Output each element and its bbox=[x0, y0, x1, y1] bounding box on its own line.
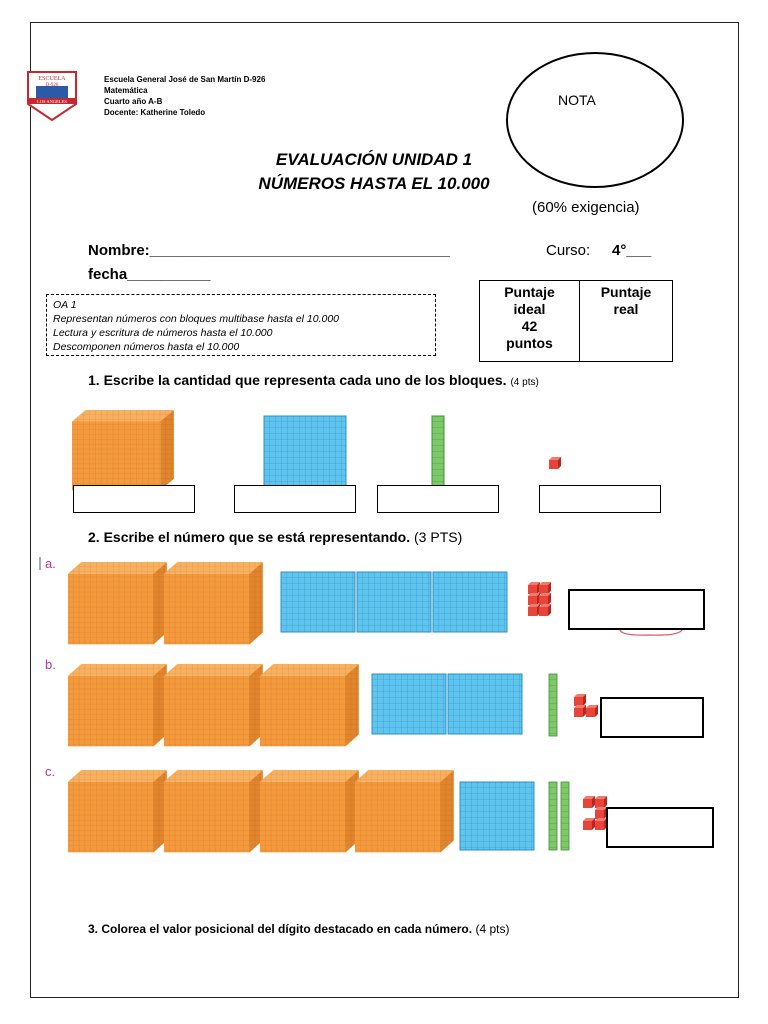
question-3-text: 3. Colorea el valor posicional del dígito destacado en cada número. bbox=[88, 922, 473, 936]
objective-item: Descomponen números hasta el 10.000 bbox=[53, 341, 240, 353]
date-field[interactable]: fecha__________ bbox=[88, 266, 211, 283]
question-2-text: 2. Escribe el número que se está representando. bbox=[88, 529, 411, 545]
real-score-label: real bbox=[613, 301, 639, 317]
q2c-answer-box[interactable] bbox=[606, 807, 714, 848]
q2c-unit-cubes bbox=[583, 796, 607, 830]
q1-ten-rod bbox=[432, 416, 444, 486]
course-field[interactable]: 4°___ bbox=[612, 242, 652, 259]
objective-code: OA 1 bbox=[53, 299, 77, 311]
q2b-thousand-cube bbox=[164, 664, 263, 746]
grade-label: NOTA bbox=[558, 92, 596, 108]
logo-text-2: D-926 bbox=[45, 83, 59, 88]
q2b-answer-box[interactable] bbox=[600, 697, 704, 738]
question-2 bbox=[88, 529, 462, 545]
q2c-thousand-cube bbox=[68, 770, 167, 852]
q1-answer-box-4[interactable] bbox=[539, 485, 661, 513]
title-line-1: EVALUACIÓN UNIDAD 1 bbox=[275, 150, 473, 169]
question-1-text: 1. Escribe la cantidad que representa cada uno de los bloques. bbox=[88, 372, 507, 388]
subject: Matemática bbox=[104, 86, 148, 95]
q2b-thousand-cube bbox=[68, 664, 167, 746]
q2b-hundred-flat bbox=[372, 674, 446, 734]
logo-text-1: ESCUELA bbox=[38, 76, 66, 82]
q1-answer-box-2[interactable] bbox=[234, 485, 356, 513]
course: Cuarto año A-B bbox=[104, 97, 163, 106]
ideal-score-value: 42 bbox=[521, 318, 538, 334]
q1-hundred-flat bbox=[264, 416, 346, 486]
teacher: Docente: Katherine Toledo bbox=[104, 108, 206, 117]
item-c-label: c. bbox=[45, 764, 56, 779]
logo-text-3: LOS ANGELES bbox=[37, 99, 67, 104]
q2b-hundred-flat bbox=[448, 674, 522, 734]
q2a-thousand-cube bbox=[164, 562, 263, 644]
q2b-ten-rod bbox=[549, 674, 557, 736]
q2a-thousand-cube bbox=[68, 562, 167, 644]
q2a-answer-box[interactable] bbox=[568, 589, 705, 630]
q1-answer-box-3[interactable] bbox=[377, 485, 499, 513]
course-label: Curso: bbox=[546, 242, 591, 259]
q2c-ten-rods bbox=[549, 782, 569, 850]
q1-thousand-cube bbox=[72, 410, 174, 490]
name-field[interactable]: Nombre:____________________________________ bbox=[88, 242, 450, 259]
ideal-score-label: Puntaje bbox=[504, 284, 555, 300]
decorative-mark bbox=[620, 630, 682, 635]
real-score-label: Puntaje bbox=[600, 284, 652, 300]
q2c-thousand-cube bbox=[260, 770, 359, 852]
q2a-hundred-flat bbox=[281, 572, 355, 632]
question-2-points: (3 PTS) bbox=[414, 529, 463, 545]
q2b-thousand-cube bbox=[260, 664, 359, 746]
q2b-unit-cubes bbox=[574, 694, 598, 717]
question-3 bbox=[88, 922, 509, 936]
q2c-thousand-cube bbox=[164, 770, 263, 852]
q1-unit-cube bbox=[549, 457, 561, 469]
question-1-points: (4 pts) bbox=[510, 377, 539, 388]
title-line-2: NÚMEROS HASTA EL 10.000 bbox=[258, 174, 490, 193]
q1-answer-box-1[interactable] bbox=[73, 485, 195, 513]
question-3-points: (4 pts) bbox=[475, 922, 510, 936]
item-b-label: b. bbox=[45, 657, 56, 672]
q2a-unit-cubes bbox=[528, 582, 551, 616]
q2a-hundred-flat bbox=[433, 572, 507, 632]
objective-item: Representan números con bloques multibase hasta el 10.000 bbox=[53, 313, 340, 325]
school-name: Escuela General José de San Martín D-926 bbox=[104, 75, 266, 84]
ideal-score-unit: puntos bbox=[506, 335, 553, 351]
ideal-score-label: ideal bbox=[513, 301, 546, 317]
q2c-hundred-flat bbox=[460, 782, 534, 850]
item-a-label: a. bbox=[45, 556, 56, 571]
objective-item: Lectura y escritura de números hasta el 10.000 bbox=[53, 327, 273, 339]
exigencia-note: (60% exigencia) bbox=[532, 199, 640, 216]
q2a-hundred-flat bbox=[357, 572, 431, 632]
q2c-thousand-cube bbox=[355, 770, 454, 852]
